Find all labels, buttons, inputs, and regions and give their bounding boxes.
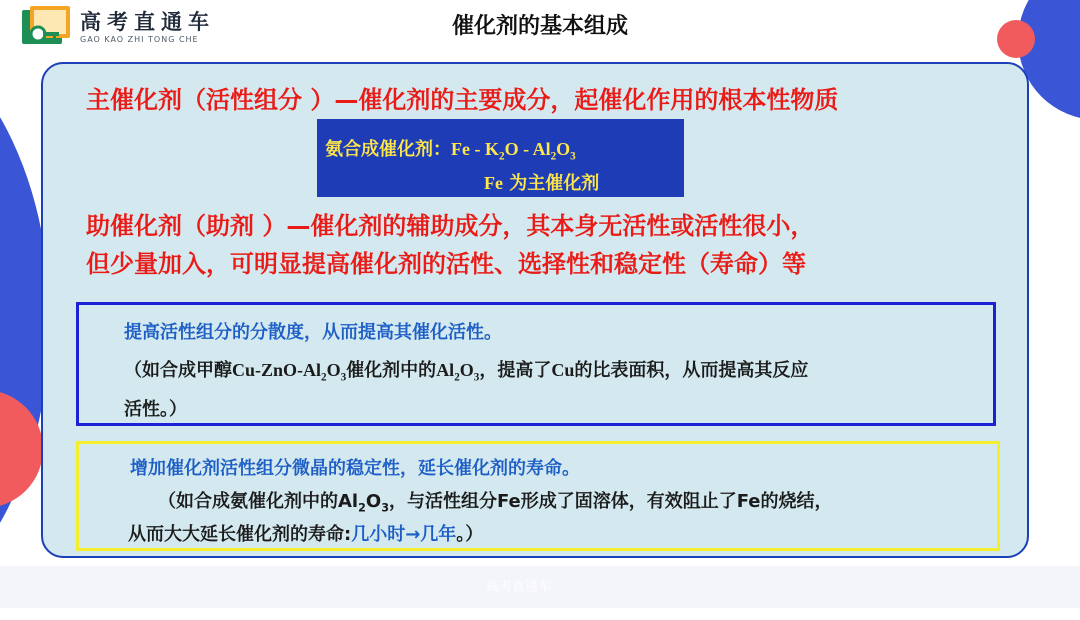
logo-text: 高考直通车 <box>80 10 215 34</box>
dispersion-effect-example: （如合成甲醇$Cu-ZnO-Al_2O_3$催化剂中的$Al_2O_3$，提高了Cu的比表面积，从而提高其反应 <box>124 360 809 384</box>
dispersion-effect-title: 提高活性组分的分散度，从而提高其催化活性。 <box>124 322 502 343</box>
decor-right-blue-dot <box>1041 64 1060 83</box>
stability-effect-example-end: 从而大大延长催化剂的寿命:几小时→几年。） <box>128 524 484 545</box>
stability-effect-title: 增加催化剂活性组分微晶的稳定性，延长催化剂的寿命。 <box>130 458 580 479</box>
page-title: 催化剂的基本组成 <box>451 14 628 39</box>
dispersion-effect-example-end: 活性。） <box>124 399 187 420</box>
ammonia-catalyst-formula-line <box>325 135 576 163</box>
footer-watermark: 高考直通车 <box>486 580 552 595</box>
promoter-definition-line1: 助催化剂（助剂 ）—催化剂的辅助成分，其本身无活性或活性很小， <box>86 212 815 240</box>
ammonia-catalyst-label: 氨合成催化剂： <box>325 139 451 160</box>
fe-note: 为主催化剂 <box>509 173 600 194</box>
ammonia-catalyst-box <box>317 119 684 197</box>
logo-subtext: GAO KAO ZHI TONG CHE <box>80 35 199 44</box>
promoter-definition-line2: 但少量加入，可明显提高催化剂的活性、选择性和稳定性（寿命）等 <box>86 250 806 278</box>
ammonia-catalyst-formula: Fe - $K_2O - Al_2O_3$ <box>451 139 576 163</box>
stability-effect-example: （如合成氨催化剂中的$Al_2O_3$，与活性组分Fe形成了固溶体，有效阻止了Fe的烧结， <box>158 491 833 515</box>
lifetime-highlight: 几小时→几年 <box>351 524 457 545</box>
main-catalyst-definition: 主催化剂（活性组分 ）—催化剂的主要成分，起催化作用的根本性物质 <box>86 86 839 114</box>
main-catalyst-note <box>484 169 599 195</box>
fe-symbol: Fe <box>484 173 503 193</box>
